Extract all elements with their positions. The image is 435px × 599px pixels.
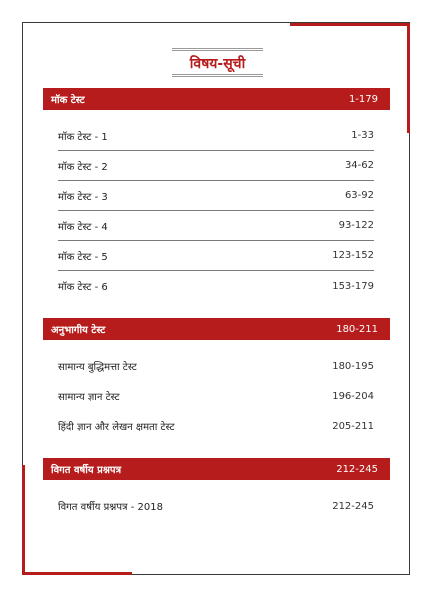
section-pages: 212-245 — [336, 463, 378, 475]
title-rule-bottom — [172, 74, 263, 75]
toc-item-pages: 34-62 — [344, 160, 374, 171]
section-header-previous-papers — [43, 458, 390, 480]
toc-row — [58, 351, 374, 381]
toc-row — [58, 121, 374, 151]
corner-accent-left — [22, 465, 25, 575]
toc-row — [58, 271, 374, 301]
toc-row — [58, 411, 374, 441]
toc-row — [58, 491, 374, 521]
section-label: विगत वर्षीय प्रश्नपत्र — [51, 465, 122, 476]
section-pages: 180-211 — [336, 323, 378, 335]
toc-item-pages: 180-195 — [332, 360, 374, 372]
section-header-mock-test — [43, 88, 390, 110]
title-rule-top — [172, 48, 263, 49]
toc-item-label: मॉक टेस्ट - 2 — [58, 161, 108, 173]
toc-item-pages: 212-245 — [332, 500, 374, 512]
toc-item-label: मॉक टेस्ट - 3 — [58, 191, 108, 203]
toc-item-label: हिंदी ज्ञान और लेखन क्षमता टेस्ट — [58, 422, 175, 433]
toc-item-pages: 123-152 — [332, 250, 374, 261]
toc-item-label: मॉक टेस्ट - 6 — [58, 282, 108, 293]
toc-item-label: सामान्य ज्ञान टेस्ट — [58, 392, 120, 403]
toc-item-pages: 63-92 — [344, 190, 374, 201]
page-title: विषय-सूची — [189, 56, 246, 72]
toc-row — [58, 241, 374, 271]
toc-row — [58, 181, 374, 211]
toc-item-label: मॉक टेस्ट - 5 — [58, 251, 108, 263]
title-rule-bottom-2 — [172, 76, 263, 77]
section-header-sectional-test — [43, 318, 390, 340]
toc-item-pages: 93-122 — [338, 220, 374, 231]
toc-item-label: मॉक टेस्ट - 4 — [58, 221, 108, 233]
toc-row — [58, 381, 374, 411]
section-pages: 1-179 — [348, 93, 378, 105]
corner-accent-top-right — [290, 23, 410, 26]
title-block — [0, 46, 435, 78]
toc-row — [58, 211, 374, 241]
section-label: अनुभागीय टेस्ट — [51, 325, 106, 336]
toc-item-pages: 196-204 — [332, 390, 374, 402]
toc-item-label: सामान्य बुद्धिमत्ता टेस्ट — [58, 362, 137, 373]
toc-item-label: मॉक टेस्ट - 1 — [58, 131, 108, 143]
corner-accent-bottom-left — [22, 572, 132, 575]
toc-item-pages: 205-211 — [332, 420, 374, 432]
toc-item-pages: 153-179 — [332, 280, 374, 292]
toc-row — [58, 151, 374, 181]
toc-item-label: विगत वर्षीय प्रश्नपत्र - 2018 — [58, 502, 163, 513]
corner-accent-right — [407, 23, 410, 133]
title-rule-top-2 — [172, 50, 263, 51]
section-label: मॉक टेस्ट — [51, 95, 85, 106]
toc-item-pages: 1-33 — [351, 130, 374, 141]
